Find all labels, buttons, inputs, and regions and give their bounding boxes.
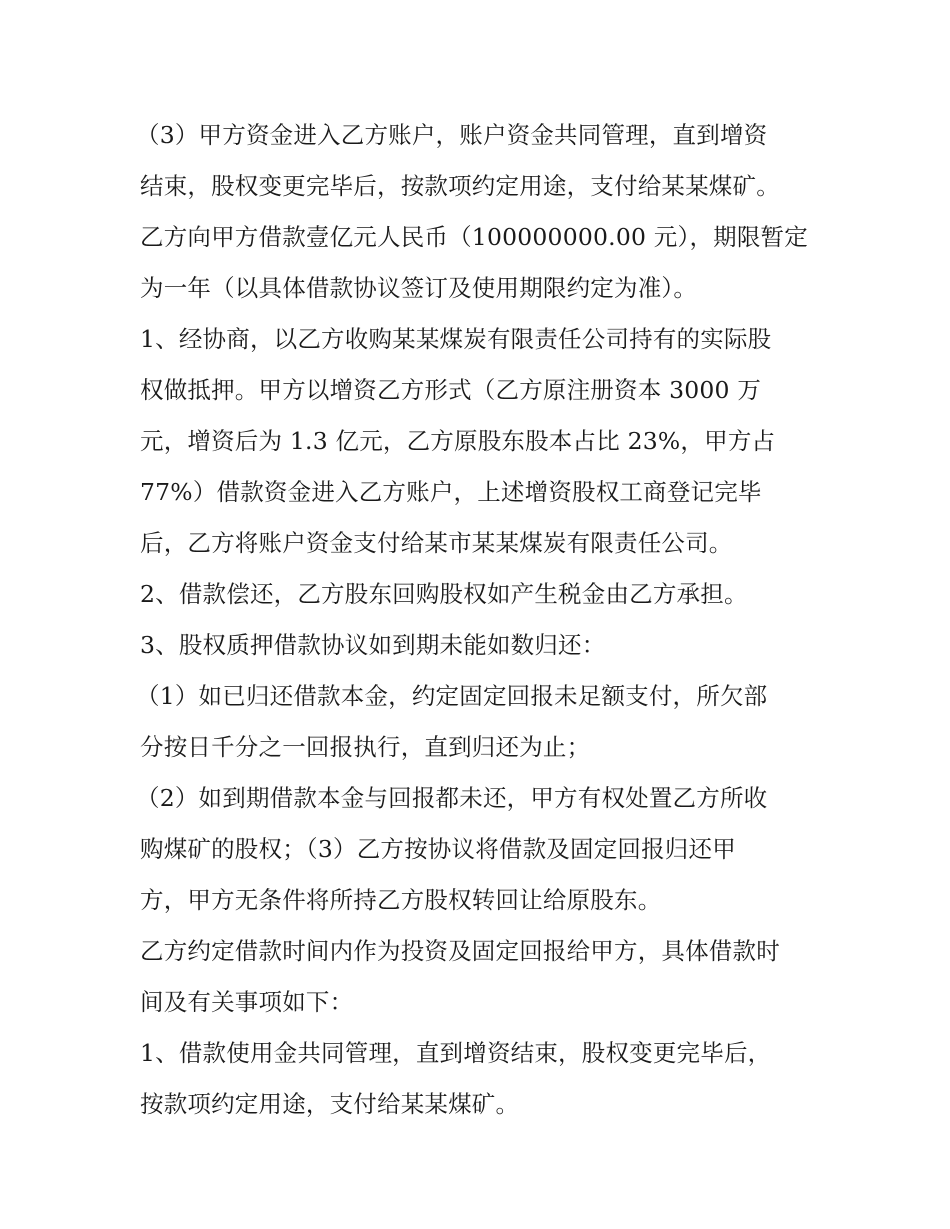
text-line: 结束，股权变更完毕后，按款项约定用途，支付给某某煤矿。 xyxy=(140,172,780,200)
text-line: （2）如到期借款本金与回报都未还，甲方有权处置乙方所收 xyxy=(136,784,768,812)
document-body xyxy=(136,110,840,1130)
text-line: 1、借款使用金共同管理，直到增资结束，股权变更完毕后， xyxy=(140,1039,772,1067)
text-line: 间及有关事项如下： xyxy=(140,988,354,1016)
text-line: 按款项约定用途，支付给某某煤矿。 xyxy=(140,1090,520,1118)
text-line: 权做抵押。甲方以增资乙方形式（乙方原注册资本 3000 万 xyxy=(140,376,762,404)
text-line: 2、借款偿还，乙方股东回购股权如产生税金由乙方承担。 xyxy=(140,580,748,608)
text-line: 1、经协商，以乙方收购某某煤炭有限责任公司持有的实际股 xyxy=(140,325,772,353)
text-line: 元，增资后为 1.3 亿元，乙方原股东股本占比 23%，甲方占 xyxy=(140,427,776,455)
text-line: 分按日千分之一回报执行，直到归还为止； xyxy=(140,733,591,761)
text-line: 方，甲方无条件将所持乙方股权转回让给原股东。 xyxy=(140,886,662,914)
text-line: （1）如已归还借款本金，约定固定回报未足额支付，所欠部 xyxy=(136,682,768,710)
text-line: 为一年（以具体借款协议签订及使用期限约定为准）。 xyxy=(140,274,698,302)
text-line: 乙方约定借款时间内作为投资及固定回报给甲方，具体借款时 xyxy=(140,937,780,965)
text-line: 乙方向甲方借款壹亿元人民币（100000000.00 元），期限暂定 xyxy=(140,223,808,251)
text-line: 77%）借款资金进入乙方账户，上述增资股权工商登记完毕 xyxy=(140,478,762,506)
text-line: 3、股权质押借款协议如到期未能如数归还： xyxy=(140,631,606,659)
text-line: 后，乙方将账户资金支付给某市某某煤炭有限责任公司。 xyxy=(140,529,733,557)
text-line: （3）甲方资金进入乙方账户，账户资金共同管理，直到增资 xyxy=(136,121,768,149)
text-line: 购煤矿的股权；（3）乙方按协议将借款及固定回报归还甲 xyxy=(140,835,736,863)
